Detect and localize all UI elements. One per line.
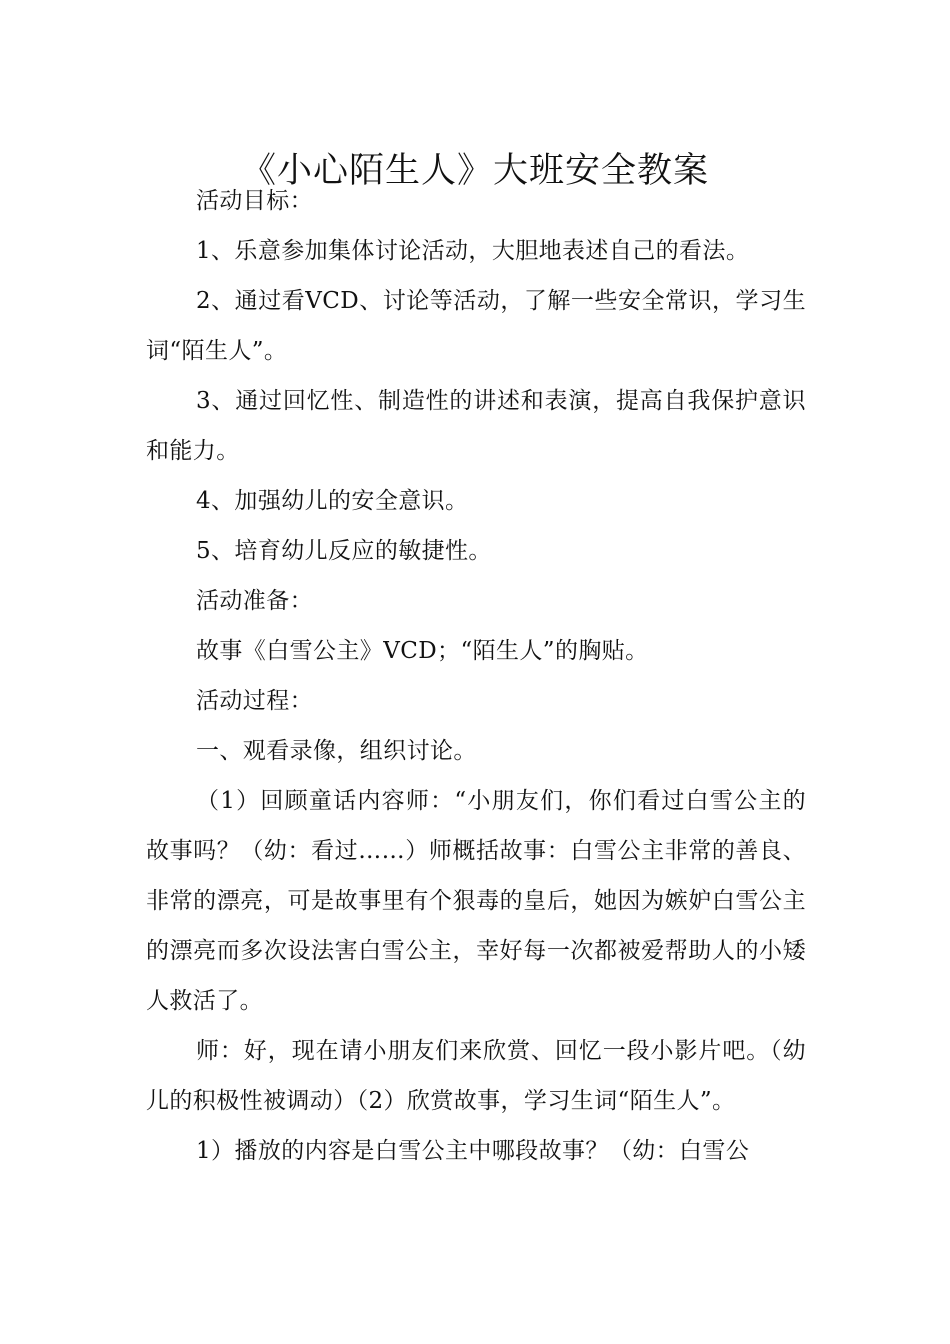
paragraph-goals-heading: 活动目标： — [196, 188, 313, 214]
document-title: 《小心陌生人》大班安全教案 — [240, 151, 709, 192]
paragraph-question: 1）播放的内容是白雪公主中哪段故事？（幼：白雪公 — [196, 1138, 750, 1164]
paragraph-process-heading: 活动过程： — [196, 688, 313, 714]
paragraph-step-1: 一、观看录像，组织讨论。 — [196, 738, 477, 764]
paragraph-goal-3: 3、通过回忆性、制造性的讲述和表演，提高自我保护意识和能力。 — [146, 388, 806, 464]
document-body — [146, 176, 806, 1176]
paragraph-goal-5: 5、培育幼儿反应的敏捷性。 — [196, 538, 492, 564]
paragraph-preparation: 故事《白雪公主》VCD；“陌生人”的胸贴。 — [196, 638, 649, 664]
paragraph-preparation-heading: 活动准备： — [196, 588, 313, 614]
paragraph-goal-4: 4、加强幼儿的安全意识。 — [196, 488, 469, 514]
paragraph-review-story: （1）回顾童话内容师：“小朋友们，你们看过白雪公主的故事吗？（幼：看过……）师概括故事：白雪公主非常的善良、非常的漂亮，可是故事里有个狠毒的皇后，她因为嫉妒白雪公主的漂亮而多次设法害白雪公主，幸好每一次都被爱帮助人的小矮人救活了。 — [146, 788, 806, 1014]
paragraph-teacher-speech: 师：好，现在请小朋友们来欣赏、回忆一段小影片吧。（幼儿的积极性被调动）（2）欣赏故事，学习生词“陌生人”。 — [146, 1038, 806, 1114]
paragraph-goal-1: 1、乐意参加集体讨论活动，大胆地表述自己的看法。 — [196, 238, 750, 264]
paragraph-goal-2: 2、通过看VCD、讨论等活动，了解一些安全常识，学习生词“陌生人”。 — [146, 288, 806, 364]
